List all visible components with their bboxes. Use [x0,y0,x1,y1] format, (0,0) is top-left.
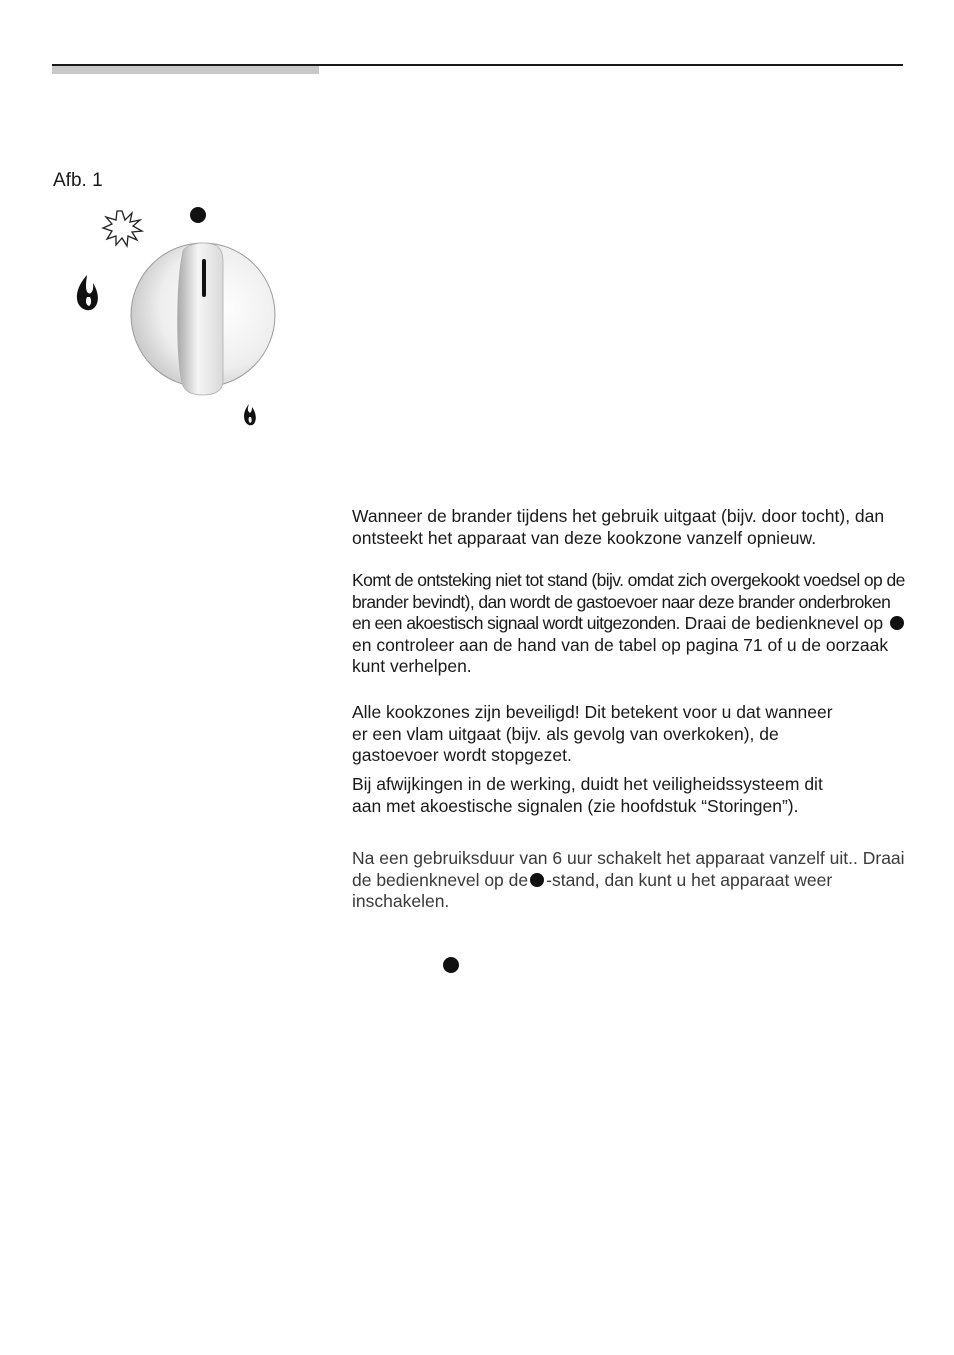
header-rule-accent [52,66,319,74]
ignition-failure-check: en controleer aan de hand van de tabel op pagina 71 of u de oorzaak kunt verhelpen. [352,634,889,676]
ignition-failure-instruction: Draai de bedienknevel op [684,613,884,633]
auto-shutoff-restart: -stand, dan kunt u het apparaat weer inschakelen. [352,869,833,911]
off-dot-icon [190,207,206,223]
paragraph-ignition-failure [352,570,907,678]
off-dot-icon [443,957,459,973]
paragraph-acoustic-signals: Bij afwijkingen in de werking, duidt het veiligheidssysteem dit aan met akoestische signalen (zie hoofdstuk “Storingen”). [352,774,823,816]
paragraph-reignition: Wanneer de brander tijdens het gebruik uitgaat (bijv. door tocht), dan ontsteekt het apparaat van deze kookzone vanzelf opnieuw. [352,506,885,548]
off-position-dot-icon [530,873,544,887]
paragraph-auto-shutoff [352,848,907,913]
large-flame-icon [77,275,98,310]
control-knob [131,243,275,395]
figure-label: Afb. 1 [53,170,103,191]
off-position-dot-icon [890,616,904,630]
small-flame-icon [244,404,256,425]
auto-shutoff-text: Na een gebruiksduur van 6 uur schakelt het apparaat vanzelf uit.. Draai de bedienknevel op de [352,848,905,890]
knob-figure [60,195,300,445]
ignition-spark-icon [103,211,142,246]
paragraph-safety: Alle kookzones zijn beveiligd! Dit betekent voor u dat wanneer er een vlam uitgaat (bijv. als gevolg van overkoken), de gastoevoer wordt stopgezet. [352,702,833,765]
ignition-failure-text: Komt de ontsteking niet tot stand (bijv. omdat zich overgekookt voedsel op de brander bevindt), dan wordt de gastoevoer naar deze brander onderbroken en een akoestisch signaal wordt uitgezonden. [352,570,905,633]
